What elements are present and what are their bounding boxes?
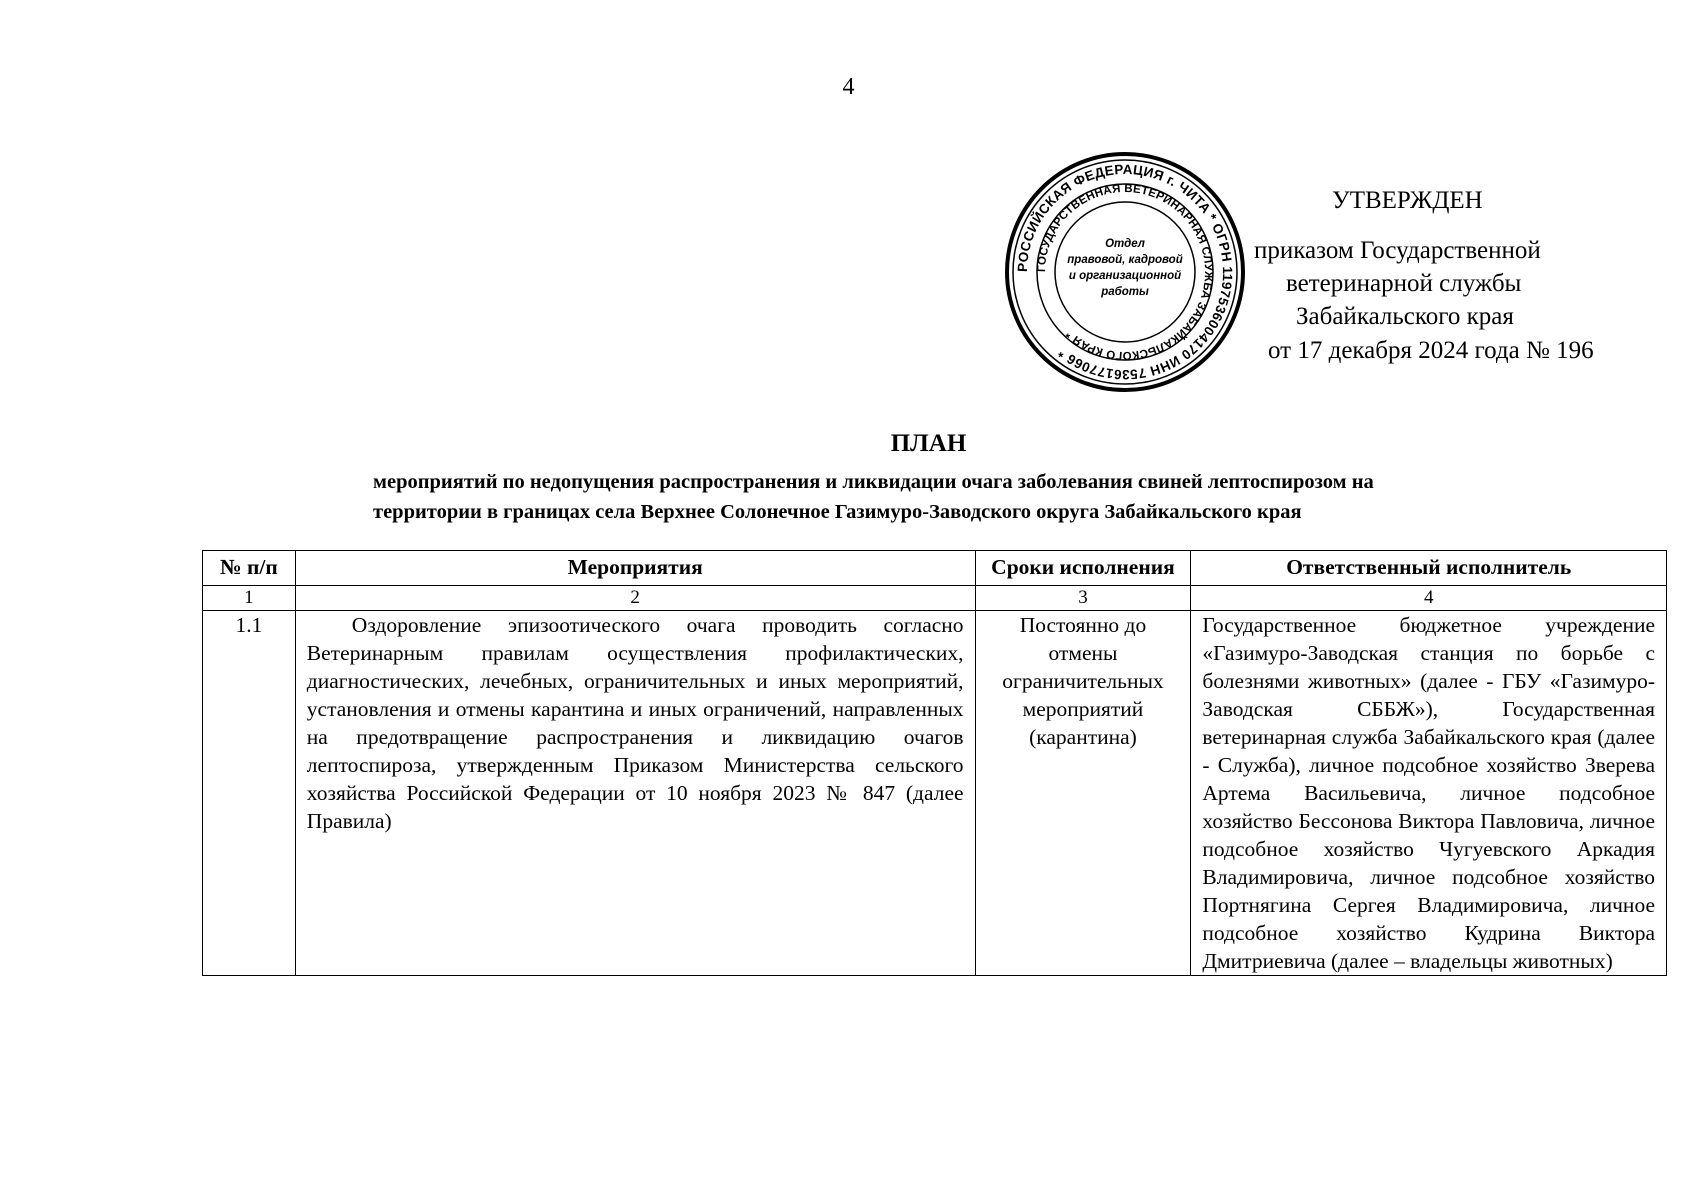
seal-outer-text: РОССИЙСКАЯ ФЕДЕРАЦИЯ г. ЧИТА * ОГРН 1197536004170 ИНН 7536177066 * [1014,161,1236,383]
seal-center-line-4: работы [1101,286,1149,298]
seal-center-line-3: и организационной [1068,270,1182,282]
column-number: 1 [203,586,296,611]
column-number: 4 [1191,586,1667,611]
row-responsible: Государственное бюджетное учреждение «Газимуро-Заводская станция по борьбе с болезнями животных» (далее - ГБУ «Газимуро-Заводская СББЖ»), Государственная ветеринарная служба Забайкальского края (далее - Служба), личное подсобное хозяйство Зверева Артема Васильевича, личное подсобное хозяйство Бессонова Виктора Павловича, личное подсобное хозяйство Чугуевского Аркадия Владимировича, личное подсобное хозяйство Портнягина Сергея Владимировича, личное подсобное хозяйство Кудрина Виктора Дмитриевича (далее – владельцы животных) [1191,611,1667,976]
column-number: 3 [975,586,1191,611]
row-deadline: Постоянно до отмены ограничительных мероприятий (карантина) [975,611,1191,976]
row-measure: Оздоровление эпизоотического очага проводить согласно Ветеринарным правилам осуществления профилактических, диагностических, лечебных, ограничительных и иных мероприятий, установления и отмены карантина и иных ограничений, направленных на предотвращение распространения и ликвидацию очагов лептоспироза, утвержденным Приказом Министерства сельского хозяйства Российской Федерации от 10 ноября 2023 № 847 (далее Правила) [295,611,975,976]
approval-line-1: приказом Государственной [1254,237,1541,264]
table-header-row [203,551,1667,586]
plan-subtitle [373,467,1653,527]
approval-line-2: ветеринарной службы [1286,270,1522,297]
plan-subtitle-line-1: мероприятий по недопущения распространения и ликвидации очага заболевания свиней лептоспирозом на [373,471,1374,493]
seal-inner-text: ГОСУДАРСТВЕННАЯ ВЕТЕРИНАРНАЯ СЛУЖБА ЗАБАЙКАЛЬСКОГО КРАЯ * [1035,182,1215,362]
approval-title: УТВЕРЖДЕН [1332,187,1483,214]
approval-line-4: от 17 декабря 2024 года № 196 [1268,337,1594,364]
header-number: № п/п [203,551,296,586]
header-responsible: Ответственный исполнитель [1191,551,1667,586]
page-number: 4 [842,74,855,100]
table-row [203,611,1667,976]
plan-subtitle-line-2: территории в границах села Верхнее Солонечное Газимуро-Заводского округа Забайкальского края [373,501,1302,523]
plan-title: ПЛАН [890,430,967,457]
header-measures: Мероприятия [295,551,975,586]
official-seal-stamp [1003,150,1247,394]
column-number-row [203,586,1667,611]
seal-center-line-1: Отдел [1105,238,1145,250]
plan-table [202,550,1667,976]
header-deadlines: Сроки исполнения [975,551,1191,586]
approval-line-3: Забайкальского края [1296,303,1514,330]
column-number: 2 [295,586,975,611]
row-number: 1.1 [203,611,296,976]
seal-center-line-2: правовой, кадровой [1067,254,1183,266]
